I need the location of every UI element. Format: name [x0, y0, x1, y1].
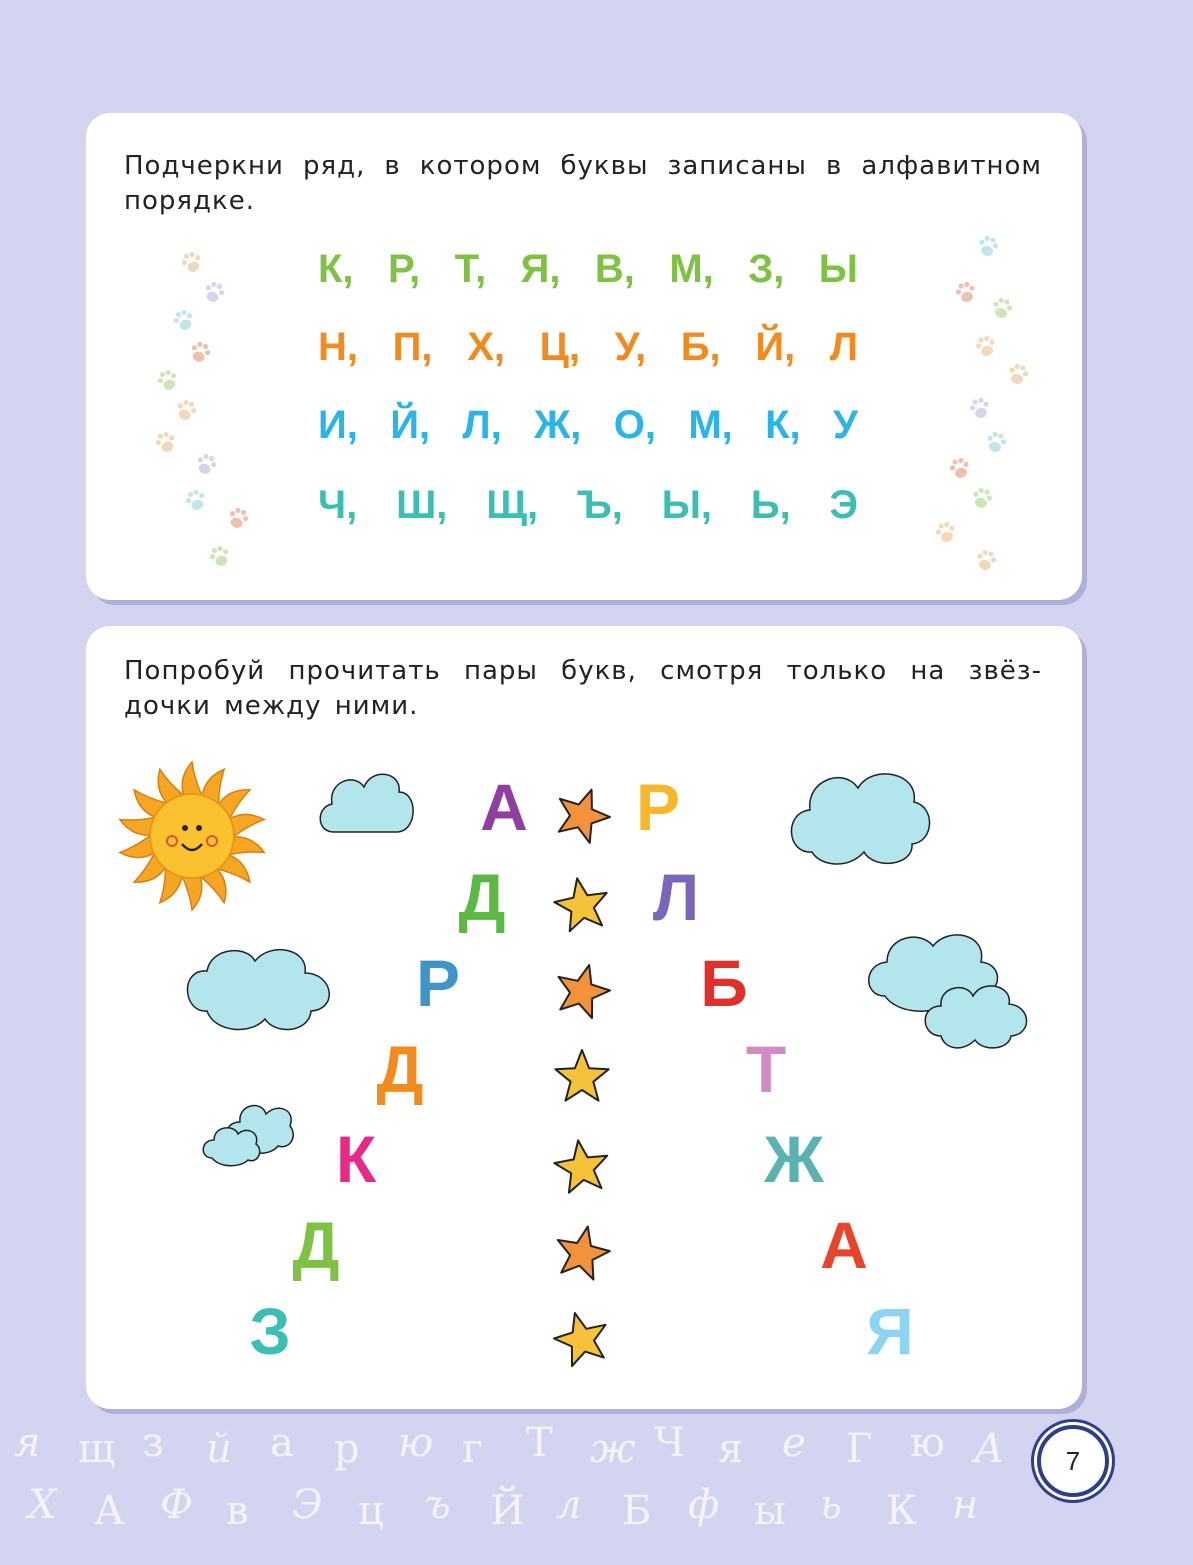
row-letter: Х, [467, 325, 505, 369]
decor-letter: з [142, 1420, 164, 1466]
decor-letter: р [334, 1426, 360, 1472]
row-letter: П, [392, 325, 433, 369]
decor-letter: Х [28, 1482, 57, 1528]
row-letter: Ы [818, 247, 858, 291]
instruction-text: Подчеркни ряд, в котором буквы записаны в алфавитном порядке. [124, 151, 1042, 216]
row-letter: Ч, [318, 483, 358, 527]
star-icon [550, 1134, 614, 1198]
star-icon [550, 782, 614, 846]
row-letter: К, [318, 247, 354, 291]
decor-letter: ы [754, 1488, 786, 1534]
letter-row-4[interactable] [318, 483, 858, 528]
row-letter: К, [765, 403, 801, 447]
decor-letter: К [886, 1488, 917, 1534]
decor-letter: щ [78, 1426, 116, 1472]
decor-letter: а [270, 1420, 294, 1466]
pair-right-letter: А [820, 1208, 868, 1282]
row-letter: Ы, [661, 483, 712, 527]
decor-letter: я [14, 1420, 41, 1466]
row-letter: Б, [680, 325, 721, 369]
exercise-card-stars [86, 626, 1082, 1409]
exercise-card-alphabet [86, 113, 1082, 600]
decor-letter: в [226, 1488, 249, 1534]
star-icon [550, 958, 614, 1022]
cloud-icon [784, 762, 934, 872]
row-letter: Ь, [750, 483, 791, 527]
letter-row-3[interactable] [318, 403, 858, 448]
decor-letter: н [952, 1482, 979, 1528]
row-letter: М, [688, 403, 733, 447]
star-icon [550, 1306, 614, 1370]
decor-letter: ц [358, 1488, 384, 1534]
sun-icon [112, 756, 272, 916]
pair-left-letter: Д [376, 1032, 424, 1106]
pair-right-letter: Т [745, 1032, 787, 1106]
pair-left-letter: З [249, 1294, 291, 1368]
row-letter: З, [748, 247, 785, 291]
star-icon [550, 872, 614, 936]
decor-letter: ю [398, 1420, 434, 1466]
row-letter: Й, [390, 403, 431, 447]
decor-letter: Э [292, 1482, 323, 1528]
cloud-icon [200, 1096, 295, 1171]
decor-letter: Т [526, 1420, 553, 1466]
decor-letter: А [94, 1488, 125, 1534]
decor-letter: е [782, 1420, 806, 1466]
star-icon [550, 1220, 614, 1284]
pair-right-letter: Б [700, 946, 748, 1020]
decorative-letters [0, 1420, 1040, 1560]
row-letter: Ш, [396, 483, 448, 527]
pair-left-letter: Д [458, 860, 506, 934]
pair-right-letter: Р [635, 770, 681, 844]
decor-letter: ф [688, 1482, 720, 1528]
decor-letter: й [206, 1426, 232, 1472]
pair-left-letter: Р [415, 946, 461, 1020]
decor-letter: А [974, 1426, 1005, 1472]
pair-left-letter: К [335, 1122, 377, 1196]
decor-letter: ю [910, 1420, 945, 1466]
row-letter: Щ, [486, 483, 539, 527]
decor-letter: Ч [654, 1420, 685, 1466]
row-letter: Ж, [534, 403, 582, 447]
row-letter: Т, [454, 247, 487, 291]
row-letter: М, [669, 247, 714, 291]
row-letter: У, [614, 325, 647, 369]
decor-letter: г [462, 1426, 483, 1472]
cloud-icon [314, 762, 419, 842]
decor-letter: Й [490, 1488, 525, 1534]
row-letter: Ц, [539, 325, 580, 369]
cloud-icon [863, 926, 1038, 1051]
pair-left-letter: Д [292, 1208, 340, 1282]
row-letter: Р, [387, 247, 421, 291]
row-letter: У [833, 403, 858, 447]
decor-letter: Ф [160, 1482, 194, 1528]
decor-letter: л [556, 1482, 582, 1528]
row-letter: Л, [462, 403, 502, 447]
decor-letter: ж [590, 1426, 636, 1472]
row-letter: О, [613, 403, 656, 447]
row-letter: Л [829, 325, 858, 369]
letter-row-1[interactable] [318, 247, 858, 292]
row-letter: Й, [755, 325, 796, 369]
row-letter: Я, [520, 247, 561, 291]
pair-right-letter: Я [866, 1294, 914, 1368]
row-letter: И, [318, 403, 358, 447]
pair-right-letter: Ж [764, 1122, 824, 1196]
decor-letter: я [718, 1426, 744, 1472]
pair-left-letter: А [480, 770, 528, 844]
row-letter: Э [829, 483, 858, 527]
instruction-text-2: Попробуй прочитать пары букв, смотря только на звёз-дочки между ними. [124, 656, 1042, 721]
row-letter: В, [594, 247, 635, 291]
row-letter: Н, [318, 325, 358, 369]
decor-letter: ь [820, 1482, 842, 1528]
cloud-icon [181, 939, 336, 1034]
pair-right-letter: Л [652, 860, 700, 934]
letter-row-2[interactable] [318, 325, 858, 370]
star-icon [550, 1044, 614, 1108]
decor-letter: Б [622, 1488, 652, 1534]
page-number: 7 [1037, 1425, 1109, 1497]
paw-prints-left [156, 243, 276, 573]
decor-letter: Г [846, 1426, 873, 1472]
decor-letter: ъ [424, 1482, 451, 1528]
row-letter: Ъ, [576, 483, 623, 527]
paw-prints-right [936, 233, 1046, 583]
